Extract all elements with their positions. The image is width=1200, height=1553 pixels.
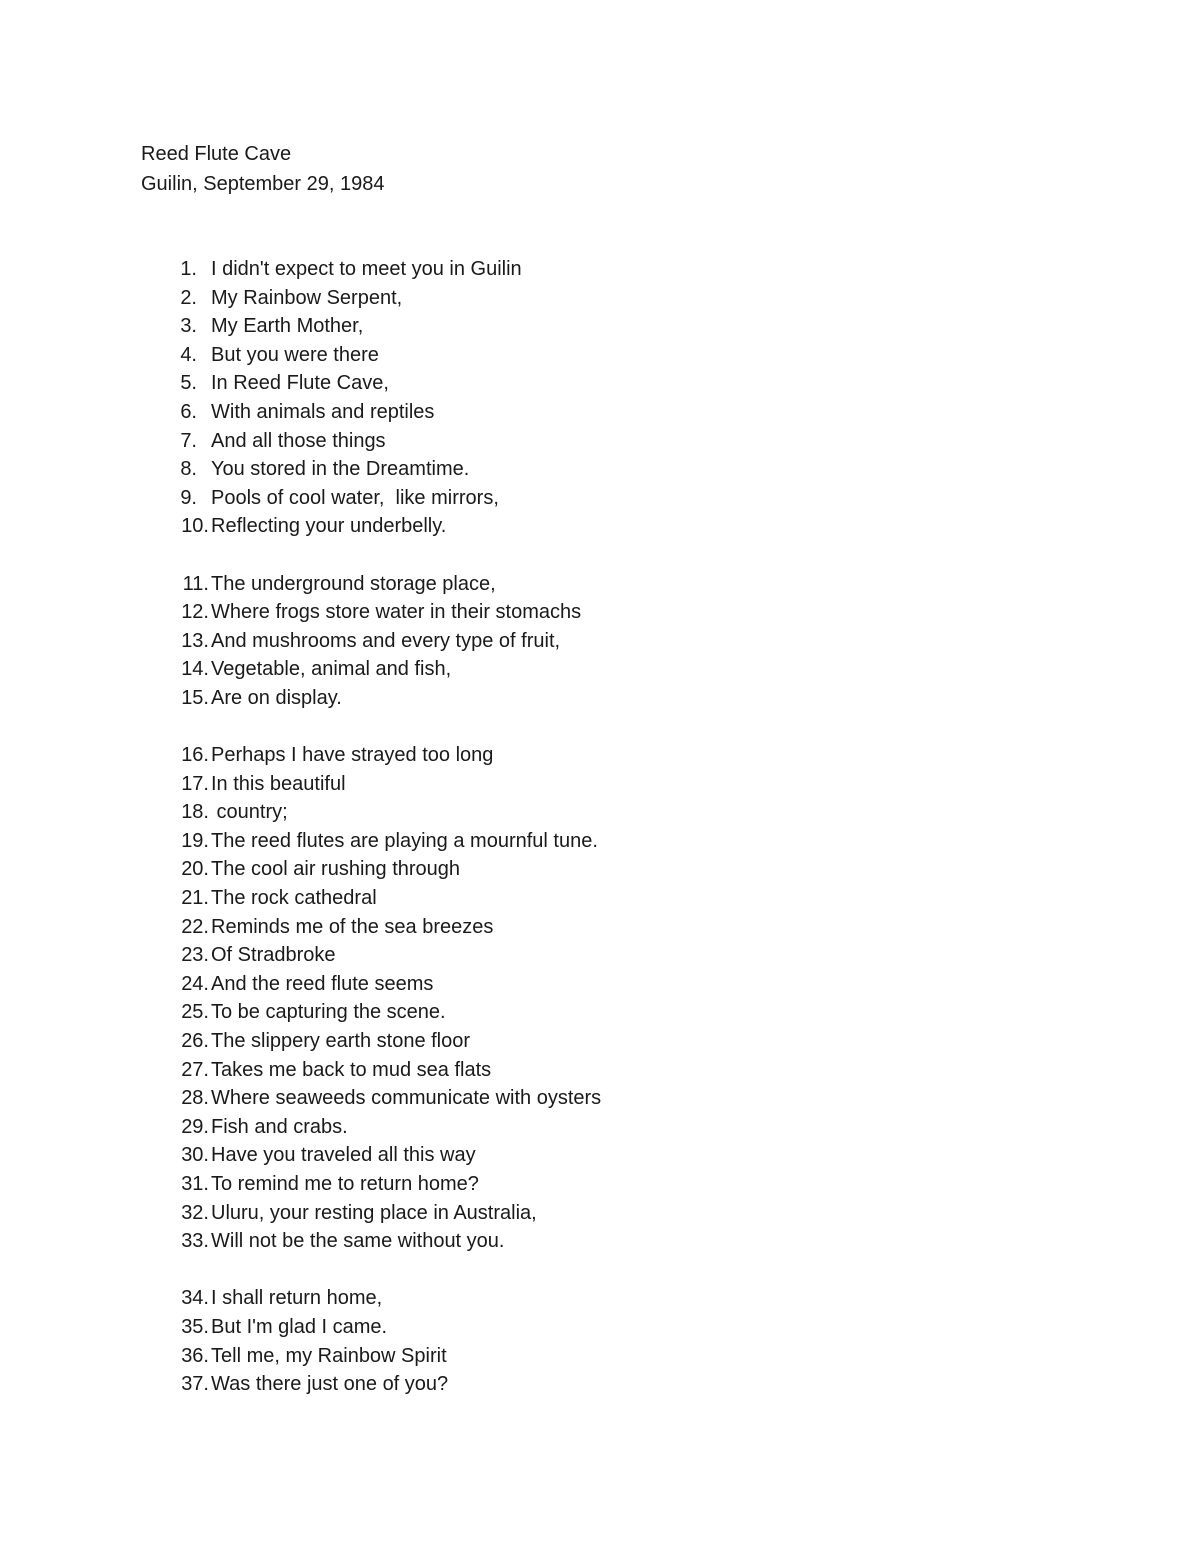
line-text: But you were there [211, 343, 379, 366]
line-number: 23. [181, 944, 209, 967]
line-number: 33. [181, 1230, 209, 1253]
poem-line [141, 1141, 1141, 1170]
line-number: 22. [181, 915, 209, 938]
poem-body [141, 255, 1141, 1427]
stanza [141, 1284, 1141, 1398]
line-text: I didn't expect to meet you in Guilin [211, 258, 522, 280]
line-text: Tell me, my Rainbow Spirit [211, 1344, 447, 1367]
line-text: With animals and reptiles [211, 400, 435, 423]
line-text: The reed flutes are playing a mournful tune. [211, 829, 598, 852]
line-number: 3. [180, 315, 197, 338]
line-number: 21. [181, 887, 209, 910]
line-text: Uluru, your resting place in Australia, [211, 1201, 537, 1224]
stanza [141, 741, 1141, 1256]
line-number: 32. [181, 1201, 209, 1224]
line-number: 34. [181, 1287, 209, 1310]
poem-line [141, 455, 1141, 484]
line-number: 31. [181, 1173, 209, 1195]
line-text: In Reed Flute Cave, [211, 372, 389, 395]
line-number: 13. [181, 629, 209, 652]
poem-line [141, 941, 1141, 970]
line-number: 36. [181, 1344, 209, 1367]
poem-line [141, 255, 1141, 284]
line-text: And mushrooms and every type of fruit, [211, 629, 561, 652]
stanza [141, 255, 1141, 541]
line-text: Was there just one of you? [211, 1373, 449, 1396]
poem-title: Reed Flute Cave [141, 143, 292, 165]
line-number: 1. [180, 258, 197, 280]
poem-line [141, 1370, 1141, 1399]
line-text: My Rainbow Serpent, [211, 286, 403, 309]
poem-line [141, 598, 1141, 627]
stanza [141, 570, 1141, 713]
line-text: I shall return home, [211, 1287, 383, 1310]
line-text: Reminds me of the sea breezes [211, 915, 494, 938]
line-number: 25. [181, 1001, 209, 1024]
poem-line [141, 427, 1141, 456]
line-text: The cool air rushing through [211, 858, 461, 881]
poem-line [141, 884, 1141, 913]
poem-line [141, 998, 1141, 1027]
line-text: To remind me to return home? [211, 1173, 479, 1195]
line-number: 19. [181, 829, 209, 852]
line-number: 17. [181, 772, 209, 795]
line-number: 16. [181, 744, 209, 767]
poem-line [141, 1027, 1141, 1056]
poem-line [141, 1342, 1141, 1371]
line-text: The slippery earth stone floor [211, 1030, 471, 1053]
poem-line [141, 1313, 1141, 1342]
poem-line [141, 741, 1141, 770]
line-number: 5. [180, 372, 197, 395]
line-number: 30. [181, 1144, 209, 1167]
line-number: 6. [180, 400, 197, 423]
poem-line [141, 1056, 1141, 1085]
poem-line [141, 1170, 1141, 1199]
line-number: 20. [181, 858, 209, 881]
poem-line [141, 684, 1141, 713]
poem-line [141, 341, 1141, 370]
poem-line [141, 627, 1141, 656]
line-text: And the reed flute seems [211, 972, 434, 995]
line-text: Fish and crabs. [211, 1115, 348, 1138]
line-text: My Earth Mother, [211, 315, 364, 338]
line-number: 2. [180, 286, 197, 309]
line-text: And all those things [211, 429, 386, 452]
line-text: Vegetable, animal and fish, [211, 658, 452, 681]
line-number: 29. [181, 1115, 209, 1138]
poem-line [141, 284, 1141, 313]
line-text: The underground storage place, [211, 572, 496, 595]
line-text: Reflecting your underbelly. [211, 515, 447, 538]
poem-line [141, 798, 1141, 827]
line-text: In this beautiful [211, 772, 346, 795]
line-number: 28. [181, 1087, 209, 1110]
line-number: 11. [182, 572, 209, 595]
line-number: 35. [181, 1315, 209, 1338]
line-number: 24. [181, 972, 209, 995]
line-text: To be capturing the scene. [211, 1001, 446, 1024]
poem-line [141, 570, 1141, 599]
line-number: 15. [181, 686, 209, 709]
poem-line [141, 512, 1141, 541]
line-text: Where frogs store water in their stomachs [211, 601, 582, 624]
line-number: 14. [181, 658, 209, 681]
line-text: Pools of cool water, like mirrors, [211, 486, 499, 509]
line-text: You stored in the Dreamtime. [211, 458, 470, 481]
poem-line [141, 1113, 1141, 1142]
line-number: 12. [181, 601, 209, 624]
line-text: Of Stradbroke [211, 944, 336, 967]
poem-line [141, 484, 1141, 513]
line-number: 7. [180, 429, 197, 452]
poem-line [141, 1284, 1141, 1313]
poem-line [141, 655, 1141, 684]
line-number: 18. [181, 801, 209, 824]
poem-line [141, 1199, 1141, 1228]
poem-line [141, 1227, 1141, 1256]
poem-line [141, 827, 1141, 856]
poem-line [141, 970, 1141, 999]
line-number: 26. [181, 1030, 209, 1053]
line-text: Takes me back to mud sea flats [211, 1058, 492, 1081]
line-number: 37. [181, 1373, 209, 1396]
line-number: 27. [181, 1058, 209, 1081]
poem-line [141, 398, 1141, 427]
poem-line [141, 1084, 1141, 1113]
line-text: The rock cathedral [211, 887, 377, 910]
poem-place-date: Guilin, September 29, 1984 [141, 173, 385, 195]
line-text: Perhaps I have strayed too long [211, 744, 494, 767]
line-text: country; [211, 801, 288, 824]
poem-line [141, 369, 1141, 398]
line-text: Will not be the same without you. [211, 1230, 505, 1253]
line-text: Where seaweeds communicate with oysters [211, 1087, 602, 1110]
line-text: Are on display. [211, 686, 342, 709]
document-header [141, 139, 385, 199]
line-number: 4. [180, 343, 197, 366]
line-number: 10. [181, 515, 209, 538]
line-text: But I'm glad I came. [211, 1315, 388, 1338]
line-number: 9. [180, 486, 197, 509]
poem-line [141, 312, 1141, 341]
poem-line [141, 913, 1141, 942]
poem-line [141, 855, 1141, 884]
line-text: Have you traveled all this way [211, 1144, 476, 1167]
line-number: 8. [180, 458, 197, 481]
poem-line [141, 770, 1141, 799]
